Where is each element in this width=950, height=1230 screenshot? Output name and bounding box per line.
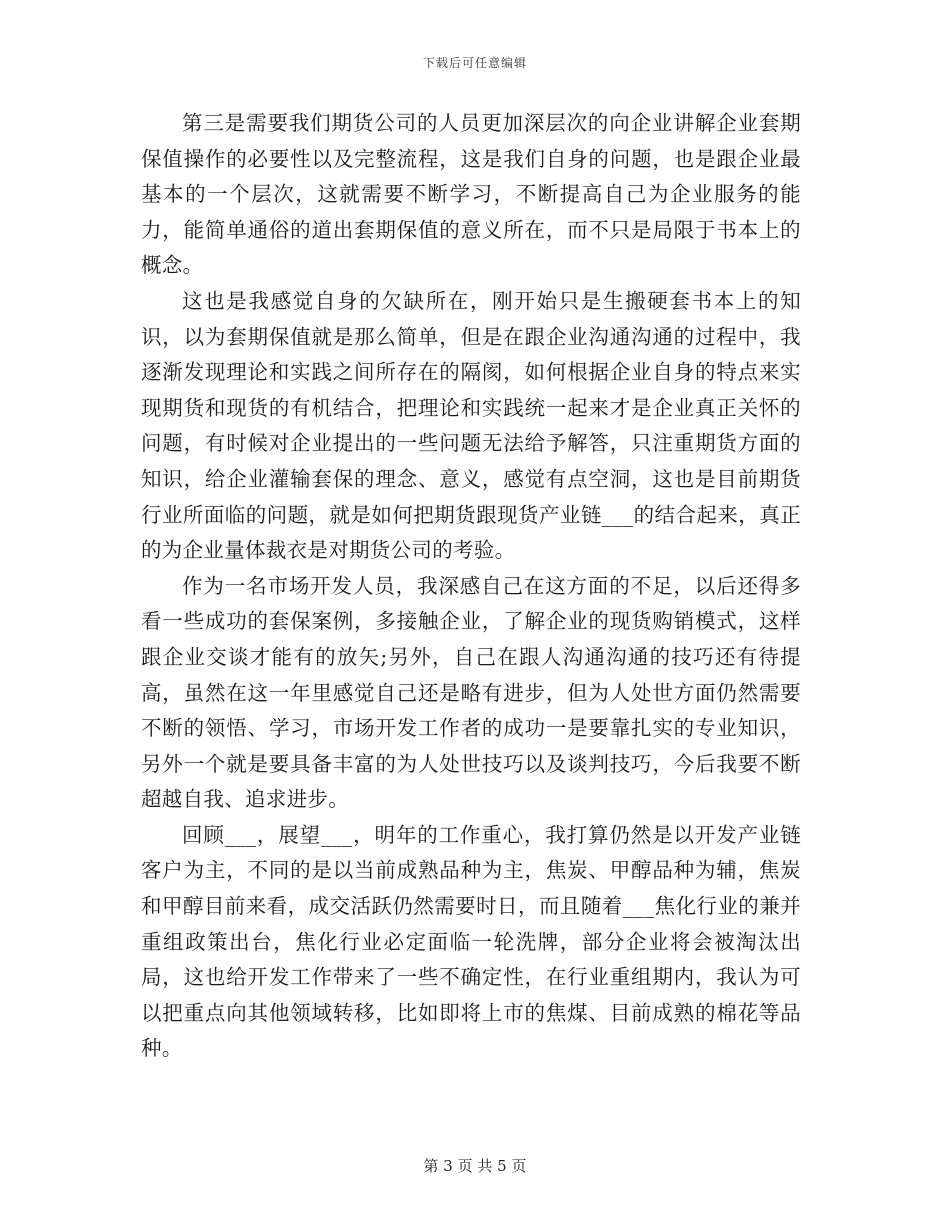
document-body xyxy=(141,106,801,1067)
paragraph-1: 第三是需要我们期货公司的人员更加深层次的向企业讲解企业套期保值操作的必要性以及完整流程，这是我们自身的问题，也是跟企业最基本的一个层次，这就需要不断学习，不断提高自己为企业服务的能力，能简单通俗的道出套期保值的意义所在，而不只是局限于书本上的概念。 xyxy=(141,111,801,278)
paragraph-2: 这也是我感觉自身的欠缺所在，刚开始只是生搬硬套书本上的知识，以为套期保值就是那么简单，但是在跟企业沟通沟通的过程中，我逐渐发现理论和实践之间所存在的隔阂，如何根据企业自身的特点来实现期货和现货的有机结合，把理论和实践统一起来才是企业真正关怀的问题，有时候对企业提出的一些问题无法给予解答，只注重期货方面的知识，给企业灌输套保的理念、意义，感觉有点空洞，这也是目前期货行业所面临的问题，就是如何把期货跟现货产业链___的结合起来，真正的为企业量体裁衣是对期货公司的考验。 xyxy=(141,288,801,563)
page-header-note: 下载后可任意编辑 xyxy=(422,56,527,70)
page-number: 第 3 页 共 5 页 xyxy=(423,1157,527,1175)
paragraph-3: 作为一名市场开发人员，我深感自己在这方面的不足，以后还得多看一些成功的套保案例，多接触企业，了解企业的现货购销模式，这样跟企业交谈才能有的放矢;另外，自己在跟人沟通沟通的技巧还有待提高，虽然在这一年里感觉自己还是略有进步，但为人处世方面仍然需要不断的领悟、学习，市场开发工作者的成功一是要靠扎实的专业知识，另外一个就是要具备丰富的为人处世技巧以及谈判技巧，今后我要不断超越自我、追求进步。 xyxy=(141,573,801,812)
paragraph-4: 回顾___，展望___，明年的工作重心，我打算仍然是以开发产业链客户为主，不同的是以当前成熟品种为主，焦炭、甲醇品种为辅，焦炭和甲醇目前来看，成交活跃仍然需要时日，而且随着___焦化行业的兼并重组政策出台，焦化行业必定面临一轮洗牌，部分企业将会被淘汰出局，这也给开发工作带来了一些不确定性，在行业重组期内，我认为可以把重点向其他领域转移，比如即将上市的焦煤、目前成熟的棉花等品种。 xyxy=(141,822,801,1061)
